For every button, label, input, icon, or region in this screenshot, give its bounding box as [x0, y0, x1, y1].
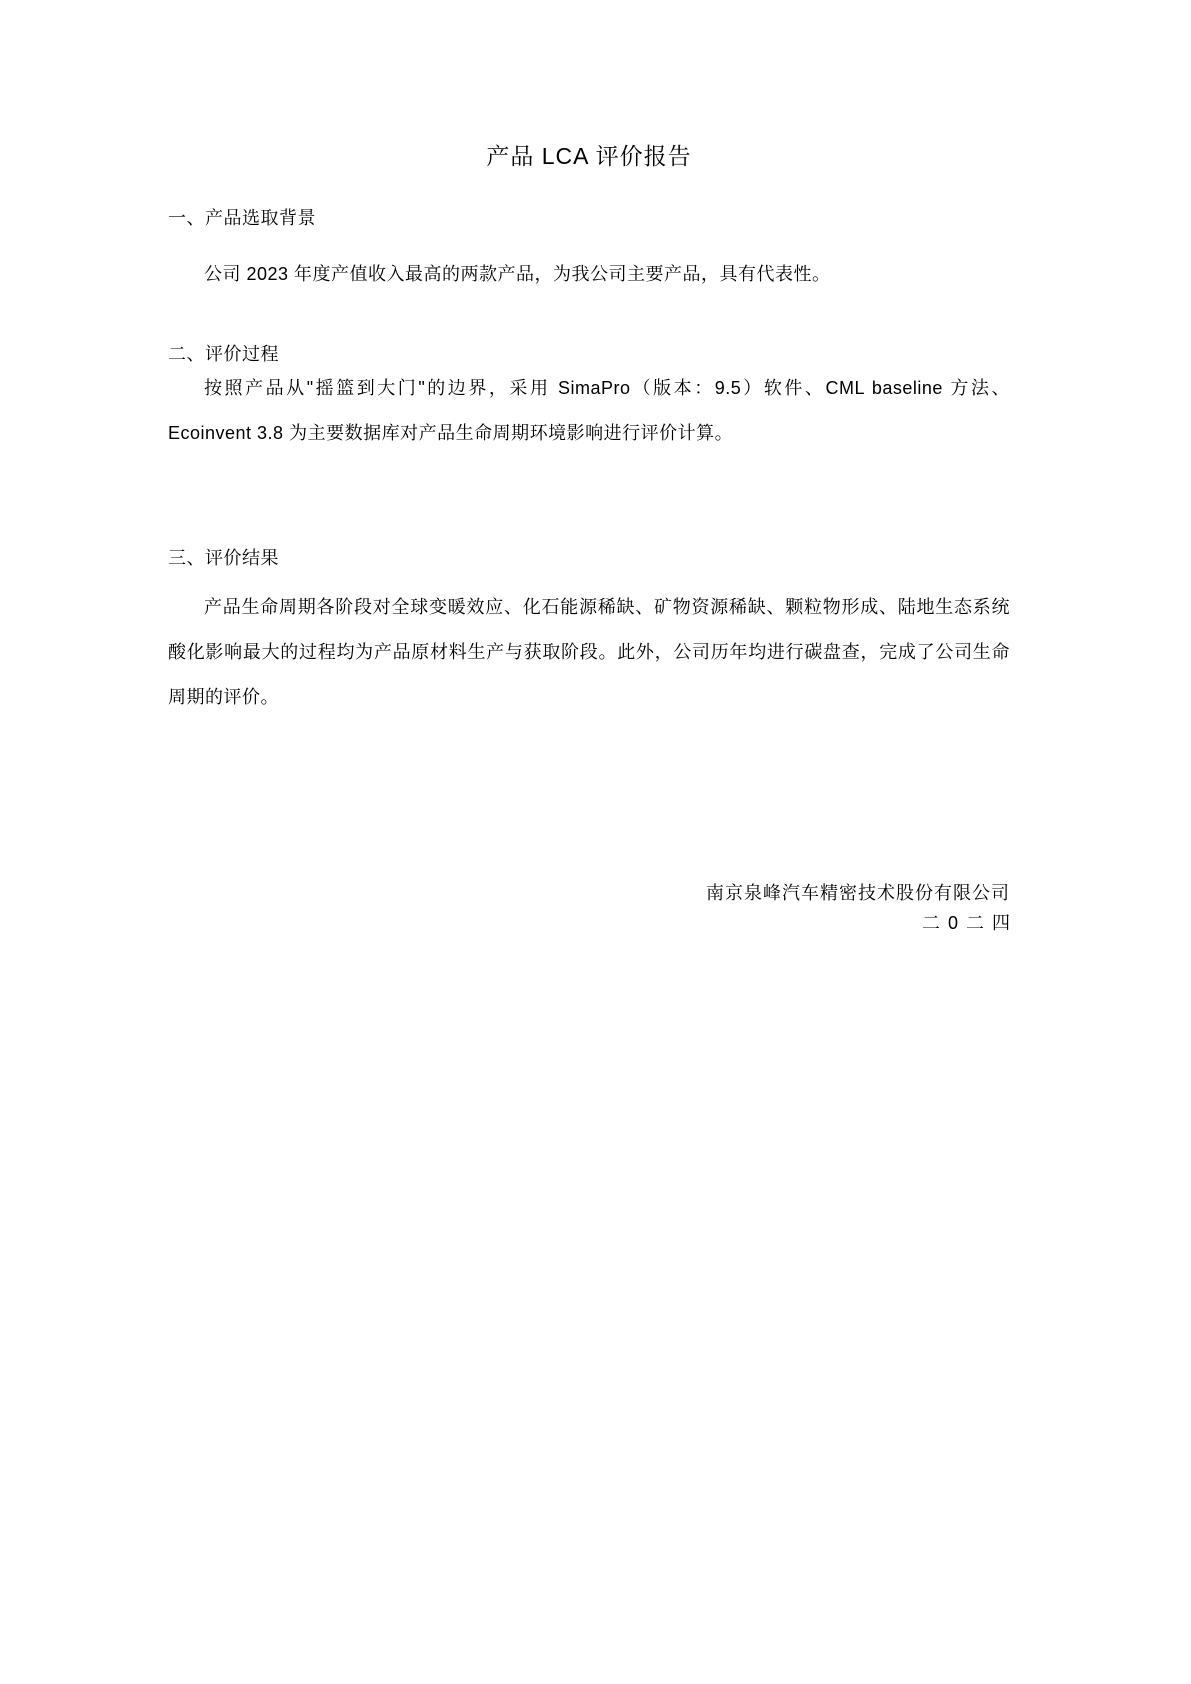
section-heading-evaluation-results: 三、评价结果	[168, 548, 279, 568]
section-product-selection-background	[168, 206, 1010, 297]
signature-date: 二0二四	[921, 913, 1018, 933]
paragraph-evaluation-results: 产品生命周期各阶段对全球变暖效应、化石能源稀缺、矿物资源稀缺、颗粒物形成、陆地生态系统酸化影响最大的过程均为产品原材料生产与获取阶段。此外，公司历年均进行碳盘查，完成了公司生命周期的评价。	[168, 597, 1010, 707]
section-heading-evaluation-process: 二、评价过程	[168, 344, 279, 364]
section-evaluation-results	[168, 546, 1010, 720]
section-evaluation-process	[168, 342, 1010, 456]
signature-block	[168, 878, 1018, 938]
section-heading-product-selection-background: 一、产品选取背景	[168, 208, 316, 228]
document-title: 产品 LCA 评价报告	[486, 143, 692, 169]
signature-company-name: 南京泉峰汽车精密技术股份有限公司	[706, 883, 1010, 903]
paragraph-product-selection-background: 公司 2023 年度产值收入最高的两款产品，为我公司主要产品，具有代表性。	[204, 264, 831, 284]
paragraph-evaluation-process: 按照产品从"摇篮到大门"的边界，采用 SimaPro（版本：9.5）软件、CML baseline 方法、Ecoinvent 3.8 为主要数据库对产品生命周期环境影响进行评价计算。	[168, 378, 1010, 443]
